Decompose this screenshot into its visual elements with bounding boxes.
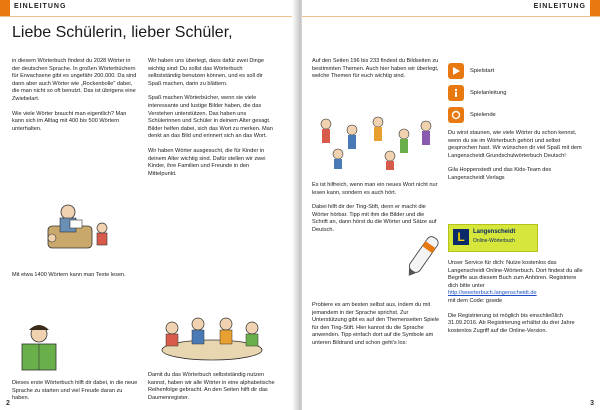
right-col1-para-3: Dabei hilft dir der Ting-Stift, denn er macht die Wörter hörbar. Tipp mit ihm die Bilder und die Schrift an, dann hörst du die Wörter und Sätze auf Deutsch. — [312, 204, 437, 233]
right-col2-para-2: Gila Hoppenstedt und das Kids-Team des Langenscheidt Verlags — [448, 167, 552, 181]
left-col1-para-3: Mit etwa 1400 Wörtern kann man Texte lesen. — [12, 272, 126, 278]
left-col2-para-2: Spaß machen Wörterbücher, wenn sie viele interessante und lustige Bilder haben, die das Verstehen unterstützen. Das haben uns Schülerinnen und Schüler in deinem Alter gesagt. Bilder helfen dabei, sich das Wort zu merken. Man denkt an das Bild und erinnert sich an das Wort. — [148, 95, 273, 140]
left-col-2-bottom — [148, 372, 276, 409]
left-col-1 — [12, 58, 140, 140]
right-header-label: EINLEITUNG — [533, 3, 586, 10]
left-col2-para-1: Wir haben uns überlegt, dass dafür zwei Dinge wichtig sind: Du sollst das Wörterbuch selbstständig benutzen können, und es soll dir Spaß machen, darin zu blättern. — [148, 58, 264, 87]
ting-pen-illustration — [402, 232, 442, 282]
left-page-number: 2 — [6, 400, 10, 407]
left-col-1-mid — [12, 272, 140, 287]
service-code: mit dem Code: gswde — [448, 297, 503, 304]
right-header-accent — [590, 0, 600, 16]
icon-row-spielstart[interactable] — [448, 62, 494, 80]
registration-text: Die Registrierung ist möglich bis einschließlich 31.09.2016. Ab Registrierung erhältst du drei Jahre kostenlos Zugriff auf die Online-Version. — [448, 312, 575, 334]
right-col1-para-2: Es ist hilfreich, wenn man ein neues Wort nicht nur lesen kann, sondern es auch hört. — [312, 182, 438, 196]
logo-brand: Langenscheidt — [473, 229, 516, 235]
right-page-number: 3 — [590, 400, 594, 407]
left-page — [0, 0, 298, 410]
family-reading-illustration — [42, 198, 122, 252]
right-col-1 — [312, 58, 440, 88]
info-icon — [448, 85, 464, 101]
left-header-accent — [0, 0, 10, 16]
icon-label-spielanleitung: Spielanleitung — [470, 90, 507, 96]
child-with-book-illustration — [14, 322, 64, 374]
icon-row-spielanleitung[interactable] — [448, 84, 506, 102]
icon-row-spielende[interactable] — [448, 106, 496, 124]
left-col2-para-3: Wir haben Wörter ausgesucht, die für Kinder in deinem Alter wichtig sind. Dafür stellen wir zwei Kinder, ihre Familien und Freunde in den Mittelpunkt. — [148, 147, 266, 177]
left-header-label: EINLEITUNG — [14, 3, 67, 10]
stop-icon — [448, 107, 464, 123]
left-col1-para-1: in diesem Wörterbuch findest du 2028 Wörter in der deutschen Sprache. In großen Wörterbüchern für Erwachsene gibt es ungefähr 200.000. Da sind dann aber auch Wörter wie „Rockenbolle" dabei, die man nicht so oft benutzt. Das ist übrigens eine Zwiebelart. — [12, 58, 137, 102]
right-page — [302, 0, 600, 410]
logo-sub: Online-Wörterbuch — [473, 238, 515, 244]
left-col2-para-4: Damit du das Wörterbuch selbstständig nutzen kannst, haben wir alle Wörter in eine alphabetische Reihenfolge gebracht. An den Seiten hilft dir das Daumenregister. — [148, 372, 275, 401]
logo-letter: L — [453, 229, 469, 245]
right-col-2 — [448, 130, 584, 190]
right-col2-para-1: Du wirst staunen, wie viele Wörter du schon kennst, wenn du sie im Wörterbuch gehört und selbst gesprochen hast. Wir wünschen dir viel Spaß mit dem Langenscheidt Grundschulwörterbuch Deutsch! — [448, 130, 582, 159]
service-text: Unser Service für dich: Nutze kostenlos das Langenscheidt Online-Wörterbuch. Dort findest du alle Begriffe aus diesem Buch zum Anhören. Registriere dich bitte unter — [448, 260, 583, 289]
family-table-illustration — [150, 312, 274, 366]
icon-label-spielende: Spielende — [470, 112, 496, 118]
left-col1-para-4: Dieses erste Wörterbuch hilft dir dabei, in die neue Sprache zu starten und viel Freude daran zu haben. — [12, 380, 138, 402]
service-link[interactable]: http://woerterbuch.langenscheidt.de — [448, 290, 537, 297]
langenscheidt-logo[interactable] — [448, 224, 538, 252]
page-title: Liebe Schülerin, lieber Schüler, — [12, 24, 233, 41]
crowd-scene-illustration — [312, 110, 438, 170]
left-col-1-bottom — [12, 380, 140, 410]
right-col-2-service — [448, 260, 584, 342]
play-icon — [448, 63, 464, 79]
right-col1-para-1: Auf den Seiten 196 bis 233 findest du Bildseiten zu bestimmten Themen. Auch hier haben wir überlegt, welche Themen für euch wichtig sind. — [312, 58, 439, 80]
left-col1-para-2: Wie viele Wörter braucht man eigentlich? Man kann sich im Alltag mit 400 bis 500 Wörtern unterhalten. — [12, 110, 127, 132]
icon-label-spielstart: Spielstart — [470, 68, 495, 74]
right-col-1-bottom — [312, 302, 440, 355]
right-col1-para-4: Probiere es am besten selbst aus, indem du mit jemandem in der Sprache sprichst. Zur Unterstützung gibt es auf den Themenseiten Spiele für den Ting-Stift. Hier kannst du die Sprache anwenden. Tipp einfach dort auf die Symbole am unteren Bildrand und schon geht's los: — [312, 302, 440, 346]
left-col-2 — [148, 58, 276, 185]
